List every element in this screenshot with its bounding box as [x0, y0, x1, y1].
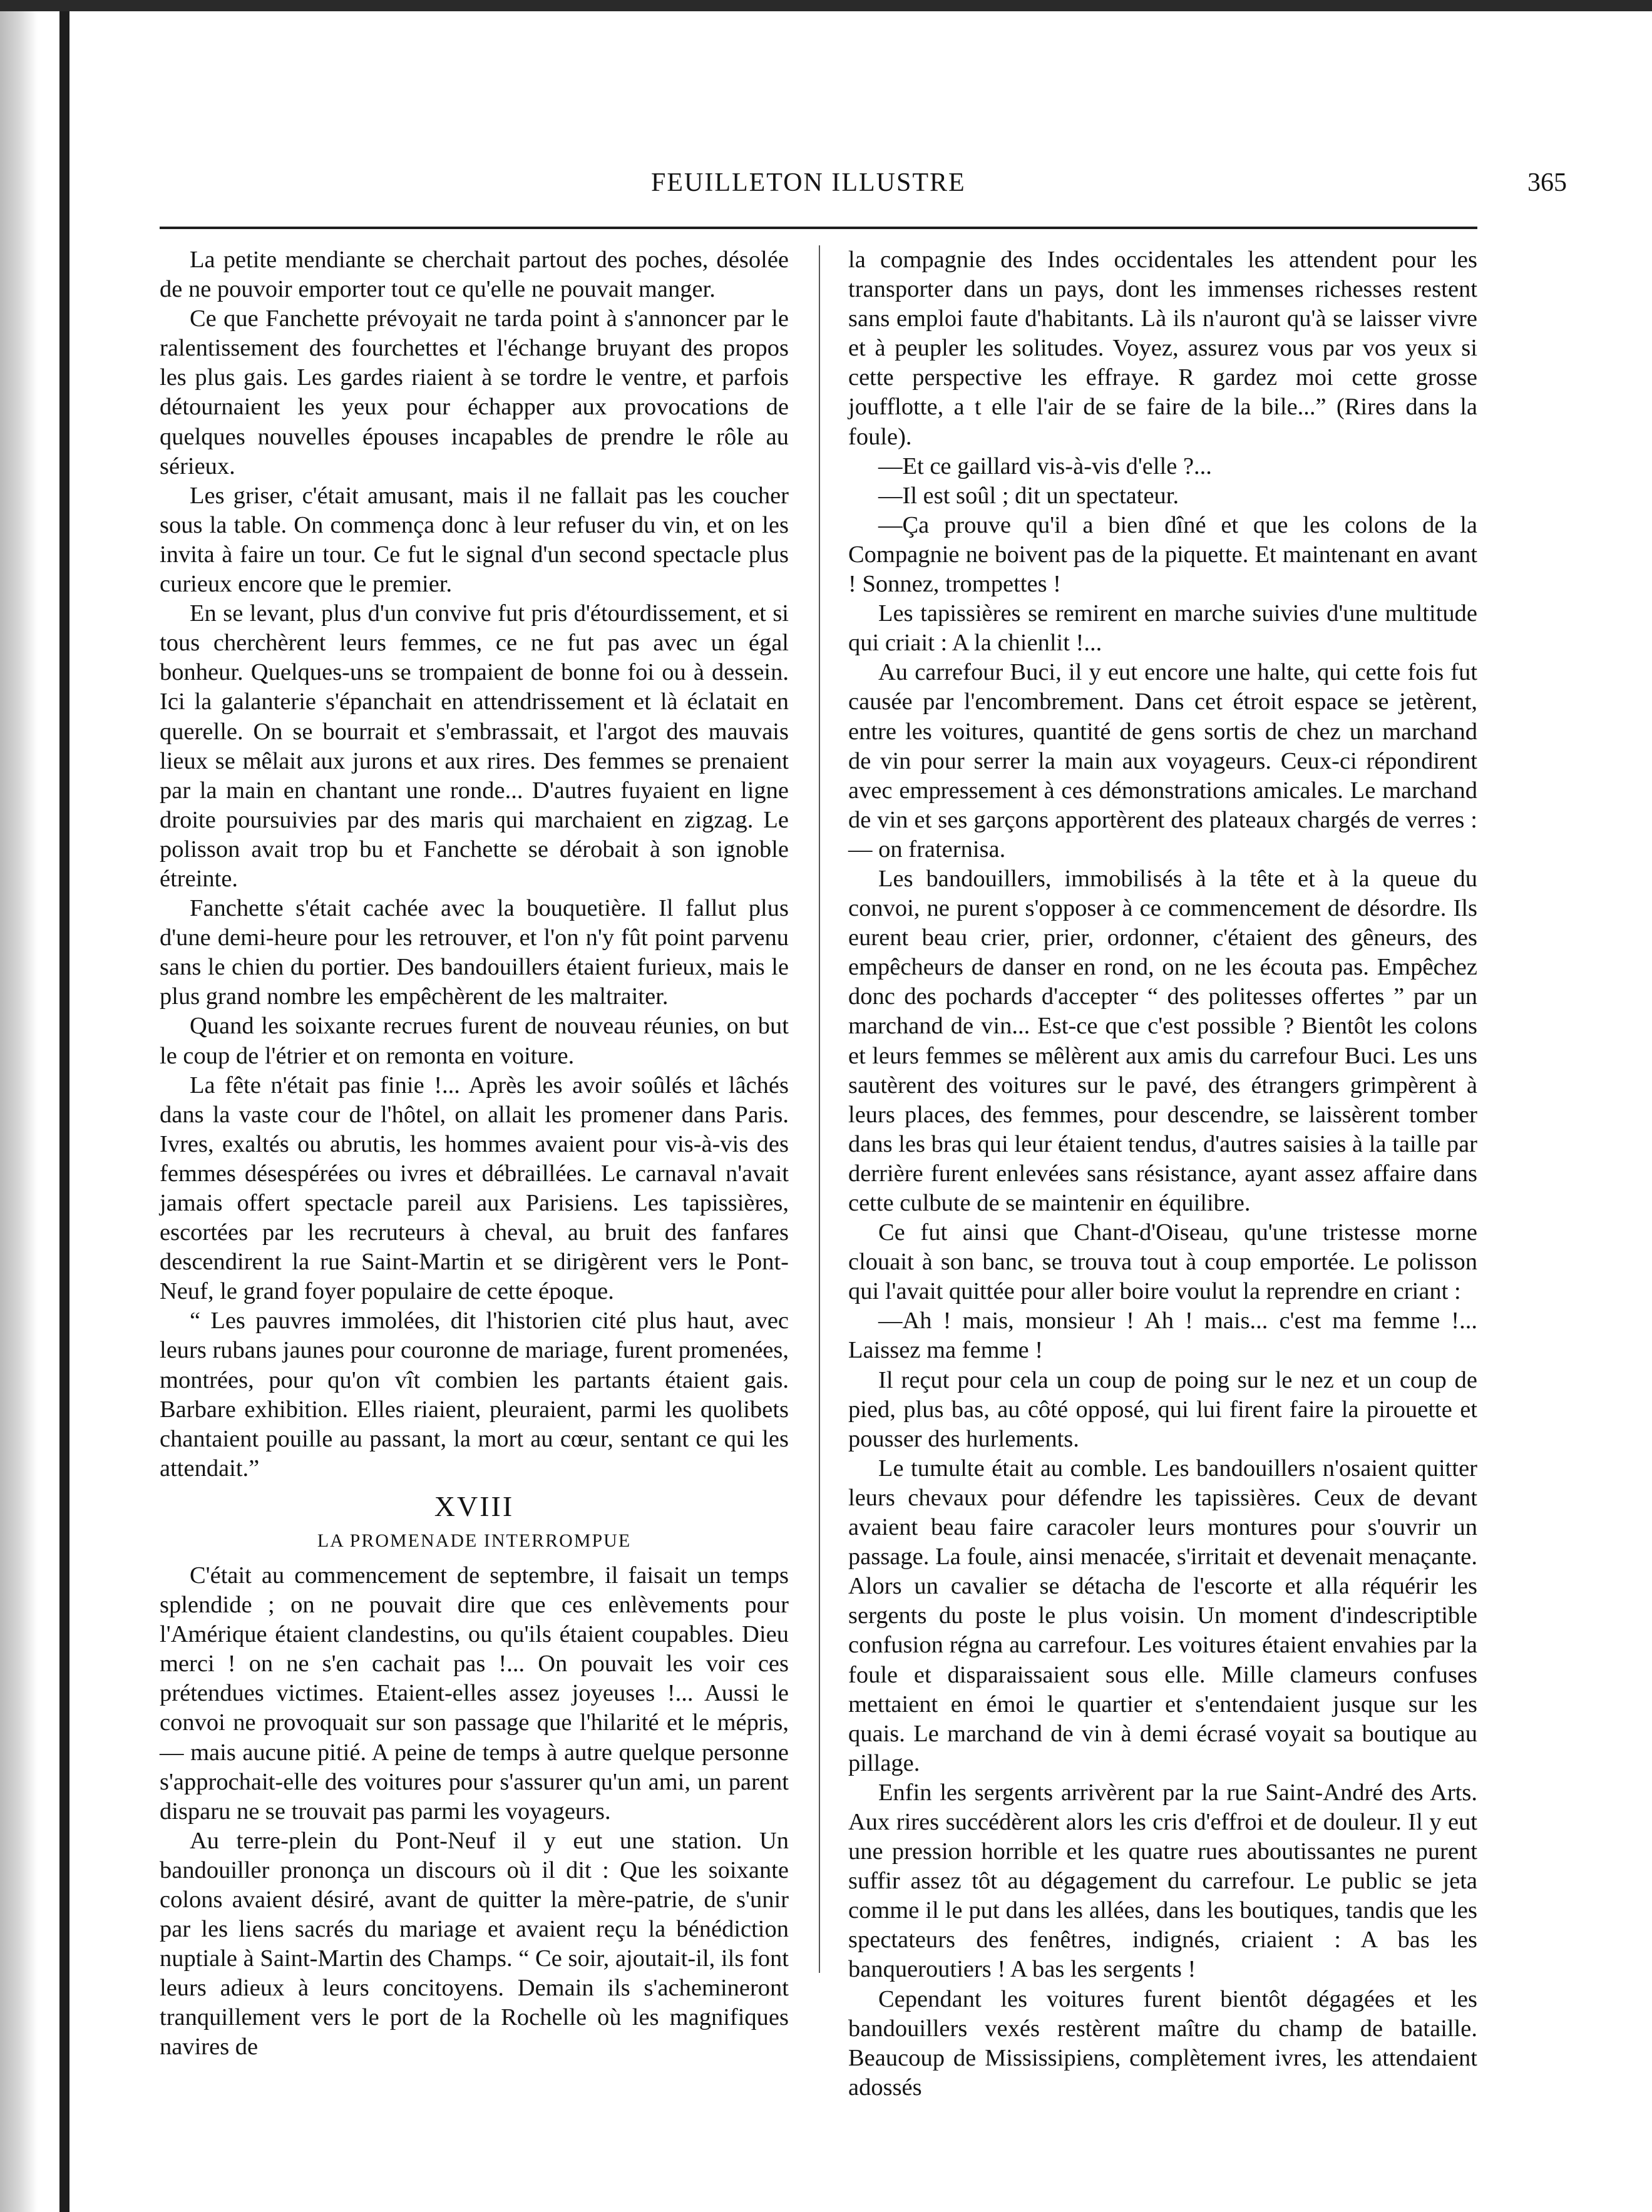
paragraph: Les tapissières se remirent en marche suivies d'une multitude qui criait : A la chienlit !... — [848, 600, 1477, 657]
scan-left-shadow — [0, 11, 38, 2212]
paragraph: Cependant les voitures furent bientôt dégagées et les bandouillers vexés restèrent maître du champ de bataille. Beaucoup de Mississipiens, complètement ivres, les attendaient adossés — [848, 1985, 1477, 2101]
paragraph: Au carrefour Buci, il y eut encore une halte, qui cette fois fut causée par l'encombrement. Dans cet étroit espace se jetèrent, entre les voitures, quantité de gens sortis de chez un marchand de vin pour serrer la main aux voyageurs. Ceux-ci répondirent avec empressement à ces démonstrations amicales. Le marchand de vin et ses garçons apportèrent des plateaux chargés de verres : — on fraternisa. — [848, 659, 1477, 863]
paragraph: Ce fut ainsi que Chant-d'Oiseau, qu'une tristesse morne clouait à son banc, se trouva tout à coup emportée. Le polisson qui l'avait quittée pour aller boire voulut la reprendre en criant : — [848, 1219, 1477, 1305]
paragraph: Les griser, c'était amusant, mais il ne fallait pas les coucher sous la table. On commença donc à leur refuser du vin, et on les invita à faire un tour. Ce fut le signal d'un second spectacle plus curieux encore que le premier. — [160, 482, 789, 598]
right-column — [848, 245, 1477, 2102]
paragraph: C'était au commencement de septembre, il faisait un temps splendide ; on ne pouvait dire que ces enlèvements pour l'Amérique étaient clandestins, ou qu'ils étaient coupables. Dieu merci ! on ne s'en cachait pas !... On pouvait les voir ces prétendues victimes. Etaient-elles assez joyeuses !... Aussi le convoi ne provoquait sur son passage que l'hilarité et le mépris, — mais aucune pitié. A peine de temps à autre quelque personne s'approchait-elle des voitures pour s'assurer qu'un ami, un parent disparu ne se trouvait pas parmi les voyageurs. — [160, 1562, 789, 1825]
paragraph: —Ça prouve qu'il a bien dîné et que les colons de la Compagnie ne boivent pas de la piquette. Et maintenant en avant ! Sonnez, trompettes ! — [848, 511, 1477, 598]
paragraph: Le tumulte était au comble. Les bandouillers n'osaient quitter leurs chevaux pour défendre les tapissières. Ceux de devant avaient beau faire caracoler leurs montures pour s'ouvrir un passage. La foule, ainsi menacée, s'irritait et devenait menaçante. Alors un cavalier se détacha de l'escorte et alla réquérir les sergents du poste le plus voisin. Un moment d'indescriptible confusion régna au carrefour. Les voitures étaient envahies par la foule et disparaissaient sous elle. Mille clameurs confuses mettaient en émoi le quartier et s'entendaient jusque sur les quais. Le marchand de vin à demi écrasé voyait sa boutique au pillage. — [848, 1455, 1477, 1776]
scan-top-edge — [0, 0, 1652, 11]
paragraph: —Et ce gaillard vis-à-vis d'elle ?... — [878, 453, 1212, 479]
running-title: FEUILLETON ILLUSTRE — [651, 168, 966, 197]
paragraph: —Il est soûl ; dit un spectateur. — [878, 482, 1179, 509]
chapter-title: LA PROMENADE INTERROMPUE — [317, 1530, 632, 1551]
paragraph: Il reçut pour cela un coup de poing sur le nez et un coup de pied, plus bas, au côté opposé, qui lui firent faire la pirouette et pousser des hurlements. — [848, 1366, 1477, 1452]
paragraph: Fanchette s'était cachée avec la bouquetière. Il fallut plus d'une demi-heure pour les retrouver, et l'on n'y fût point parvenu sans le chien du portier. Des bandouillers étaient furieux, mais le plus grand nombre les empêchèrent de les maltraiter. — [160, 895, 789, 1010]
paragraph: La fête n'était pas finie !... Après les avoir soûlés et lâchés dans la vaste cour de l'hôtel, on allait les promener dans Paris. Ivres, exaltés ou abrutis, les hommes avaient pour vis-à-vis des femmes désespérées ou ivres et débraillées. Le carnaval n'avait jamais offert spectacle pareil aux Parisiens. Les tapissières, escortées par les recruteurs à cheval, au bruit des fanfares descendirent la rue Saint-Martin et se dirigèrent vers le Pont-Neuf, le grand foyer populaire de cette époque. — [160, 1072, 789, 1305]
scan-left-rule — [59, 11, 69, 2212]
header-rule — [160, 227, 1477, 229]
paragraph: La petite mendiante se cherchait partout des poches, désolée de ne pouvoir emporter tout ce qu'elle ne pouvait manger. — [160, 247, 789, 303]
paragraph: “ Les pauvres immolées, dit l'historien cité plus haut, avec leurs rubans jaunes pour couronne de mariage, furent promenées, montrées, pour qu'on vît combien les partants étaient gais. Barbare exhibition. Elles riaient, pleuraient, parmi les quolibets chantaient pouille au passant, la mort au cœur, sentant ce qui les attendait.” — [160, 1308, 789, 1482]
paragraph: Les bandouillers, immobilisés à la tête et à la queue du convoi, ne purent s'opposer à ce commencement de désordre. Ils eurent beau crier, prier, ordonner, c'étaient des gêneurs, des empêcheurs de danser en rond, on ne les écouta pas. Empêchez donc des pochards d'accepter “ des politesses offertes ” par un marchand de vin... Est-ce que c'est possible ? Bientôt les colons et leurs femmes se mêlèrent aux amis du carrefour Buci. Les uns sautèrent des voitures sur le pavé, des étrangers grimpèrent à leurs places, des femmes, pour descendre, se laissèrent tomber dans les bras qui leur étaient tendus, d'autres saisies à la taille par derrière furent enlevées sans résistance, ayant assez affaire dans cette culbute de se maintenir en équilibre. — [848, 865, 1477, 1216]
paragraph: Au terre-plein du Pont-Neuf il y eut une station. Un bandouiller prononça un discours où il dit : Que les soixante colons avaient désiré, avant de quitter la mère-patrie, de s'unir par les liens sacrés du mariage et avaient reçu la bénédiction nuptiale à Saint-Martin des Champs. “ Ce soir, ajoutait-il, ils font leurs adieux à leurs concitoyens. Demain ils s'achemineront tranquillement vers le port de la Rochelle où les magnifiques navires de — [160, 1827, 789, 2061]
chapter-number: XVIII — [434, 1490, 515, 1522]
paragraph: la compagnie des Indes occidentales les attendent pour les transporter dans un pays, dont les immenses richesses restent sans emploi faute d'habitants. Là ils n'auront qu'à se laisser vivre et à peupler les solitudes. Voyez, assurez vous par vos yeux si cette perspective les effraye. R gardez moi cette grosse joufflotte, a t elle l'air de se faire de la bile...” (Rires dans la foule). — [848, 247, 1477, 450]
paragraph: —Ah ! mais, monsieur ! Ah ! mais... c'est ma femme !... Laissez ma femme ! — [848, 1308, 1477, 1364]
paragraph: En se levant, plus d'un convive fut pris d'étourdissement, et si tous cherchèrent leurs femmes, ce ne fut pas avec un égal bonheur. Quelques-uns se trompaient de bonne foi ou à dessein. Ici la galanterie s'épanchait en attendrissement et là éclatait en querelle. On se bourrait et s'embrassait, et l'argot des mauvais lieux se mêlait aux jurons et aux rires. Des femmes se prenaient par la main en chantant une ronde... D'autres fuyaient en ligne droite poursuivies par des maris qui marchaient en zigzag. Le polisson avait trop bu et Fanchette se dérobait à son ignoble étreinte. — [160, 600, 789, 892]
paragraph: Quand les soixante recrues furent de nouveau réunies, on but le coup de l'étrier et on remonta en voiture. — [160, 1013, 789, 1069]
paragraph: Enfin les sergents arrivèrent par la rue Saint-André des Arts. Aux rires succédèrent alors les cris d'effroi et de douleur. Il y eut une pression horrible et les quatre rues aboutissantes ne purent suffir assez tôt au dégagement du carrefour. Le public se jeta comme il le put dans les allées, dans les boutiques, tandis que les spectateurs des fenêtres, indignés, criaient : A bas les banqueroutiers ! A bas les sergents ! — [848, 1779, 1477, 1983]
left-column — [160, 245, 789, 2062]
paragraph: Ce que Fanchette prévoyait ne tarda point à s'annoncer par le ralentissement des fourchettes et l'échange bruyant des propos les plus gais. Les gardes riaient à se tordre le ventre, et parfois détournaient les yeux pour échapper aux provocations de quelques nouvelles épouses incapables de prendre le rôle au sérieux. — [160, 305, 789, 479]
column-divider — [819, 245, 820, 1973]
